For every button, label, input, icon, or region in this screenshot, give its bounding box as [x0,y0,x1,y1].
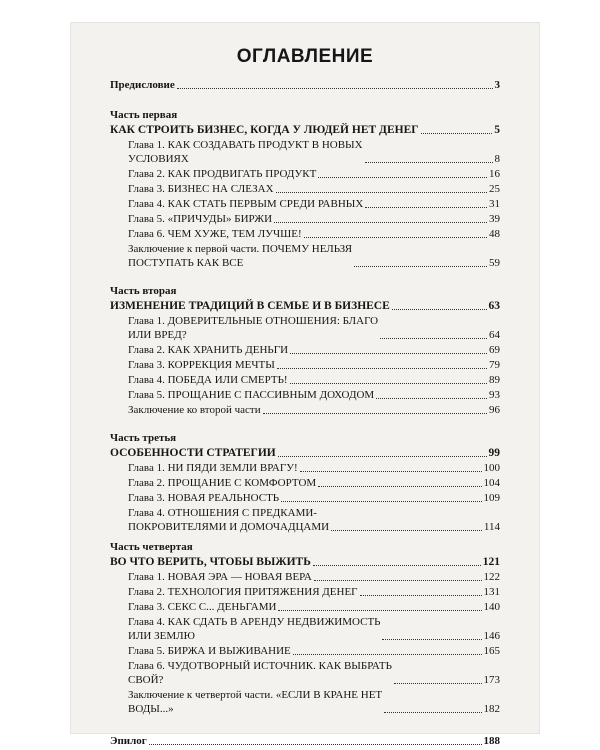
dot-leader [318,486,481,487]
page-number: 96 [489,404,500,416]
page-number: 121 [482,556,500,568]
entry-text: Глава 2. ТЕХНОЛОГИЯ ПРИТЯЖЕНИЯ ДЕНЕГ [128,586,358,598]
dot-leader [149,744,482,745]
page-number: 114 [483,521,500,533]
toc-parts [110,108,500,716]
page-number: 109 [483,492,500,504]
dot-leader [394,683,482,684]
dot-leader [382,639,481,640]
chapter-entry [110,659,500,687]
page-number: 140 [483,601,500,613]
page-number: 89 [489,374,500,386]
dot-leader [392,309,487,310]
entry-text: ОСОБЕННОСТИ СТРАТЕГИИ [110,447,276,459]
page-number: 63 [488,300,500,312]
chapter-entry [110,585,500,599]
page-number: 122 [483,571,500,583]
page-number: 104 [483,477,500,489]
page-number: 39 [489,213,500,225]
part-title-entry [110,299,500,313]
dot-leader [354,266,487,267]
entry-text: Глава 3. НОВАЯ РЕАЛЬНОСТЬ [128,492,280,504]
chapter-entry [110,343,500,357]
chapter-entry [110,600,500,614]
page-number: 100 [483,462,500,474]
entry-text: Глава 4. КАК СДАТЬ В АРЕНДУ НЕДВИЖИМОСТЬ ИЛИ ЗЕМЛЮ [128,616,381,642]
dot-leader [276,192,487,193]
entry-text: Глава 3. КОРРЕКЦИЯ МЕЧТЫ [128,359,275,371]
table-of-contents [110,46,500,748]
toc-part-3 [110,431,500,534]
entry-text: Глава 1. ДОВЕРИТЕЛЬНЫЕ ОТНОШЕНИЯ: БЛАГО ИЛИ ВРЕД? [128,315,379,341]
page-number: 146 [483,630,500,642]
page-number: 165 [483,645,500,657]
page-number: 3 [494,79,500,91]
page-number: 93 [489,389,500,401]
dot-leader [304,237,487,238]
part-label: Часть первая [110,109,178,121]
page-number: 5 [494,124,500,136]
entry-text: ВО ЧТО ВЕРИТЬ, ЧТОБЫ ВЫЖИТЬ [110,556,311,568]
dot-leader [331,530,482,531]
chapter-entry [110,242,500,270]
entry-text: ИЗМЕНЕНИЕ ТРАДИЦИЙ В СЕМЬЕ И В БИЗНЕСЕ [110,300,390,312]
toc-part-1 [110,108,500,270]
dot-leader [274,222,487,223]
dot-leader [314,580,482,581]
entry-text: Заключение к четвертой части. «ЕСЛИ В КРАНЕ НЕТ ВОДЫ...» [128,689,383,715]
page-number: 48 [489,228,500,240]
chapter-entry [110,644,500,658]
entry-text: Глава 4. ПОБЕДА ИЛИ СМЕРТЬ! [128,374,288,386]
entry-text: Глава 3. СЕКС С... ДЕНЬГАМИ [128,601,277,613]
book-page [70,22,540,747]
toc-entry-epilog [110,734,500,748]
part-title-entry [110,123,500,137]
chapter-entry [110,388,500,402]
chapter-entry [110,358,500,372]
page-number: 131 [483,586,500,598]
chapter-entry [110,212,500,226]
entry-text: Глава 4. ОТНОШЕНИЯ С ПРЕДКАМИ- ПОКРОВИТЕЛЯМИ И ДОМОЧАДЦАМИ [128,507,330,533]
chapter-entry [110,182,500,196]
part-label: Часть четвертая [110,541,193,553]
chapter-entry [110,314,500,342]
chapter-entry [110,476,500,490]
dot-leader [313,565,481,566]
page-number: 79 [489,359,500,371]
dot-leader [365,207,487,208]
page-number: 188 [483,735,500,747]
dot-leader [380,338,487,339]
page-number: 173 [483,674,500,686]
page-number: 99 [488,447,500,459]
toc-title: ОГЛАВЛЕНИЕ [236,46,374,67]
entry-text: Глава 4. КАК СТАТЬ ПЕРВЫМ СРЕДИ РАВНЫХ [128,198,364,210]
dot-leader [263,413,487,414]
entry-text: Глава 1. КАК СОЗДАВАТЬ ПРОДУКТ В НОВЫХ УСЛОВИЯХ [128,139,363,165]
entry-text: Глава 3. БИЗНЕС НА СЛЕЗАХ [128,183,274,195]
chapter-entry [110,373,500,387]
dot-leader [300,471,482,472]
chapter-entry [110,403,500,417]
chapter-entry [110,227,500,241]
page-number: 64 [489,329,500,341]
entry-text: Глава 2. ПРОЩАНИЕ С КОМФОРТОМ [128,477,317,489]
chapter-entry [110,688,500,716]
page-number: 69 [489,344,500,356]
dot-leader [421,133,493,134]
entry-text: Глава 5. «ПРИЧУДЫ» БИРЖИ [128,213,273,225]
dot-leader [278,610,481,611]
part-label: Часть вторая [110,285,177,297]
entry-text: Заключение к первой части. ПОЧЕМУ НЕЛЬЗЯ ПОСТУПАТЬ КАК ВСЕ [128,243,353,269]
dot-leader [290,383,487,384]
dot-leader [281,501,481,502]
part-title-entry [110,446,500,460]
part-title-entry [110,555,500,569]
page-number: 8 [494,153,500,165]
chapter-entry [110,167,500,181]
entry-text: Глава 2. КАК ПРОДВИГАТЬ ПРОДУКТ [128,168,317,180]
entry-text: Предисловие [110,79,175,91]
entry-text: Глава 5. ПРОЩАНИЕ С ПАССИВНЫМ ДОХОДОМ [128,389,375,401]
toc-entry-preface [110,78,500,92]
entry-text: Глава 6. ЧУДОТВОРНЫЙ ИСТОЧНИК. КАК ВЫБРАТЬ СВОЙ? [128,660,392,686]
entry-text: Эпилог [110,735,147,747]
dot-leader [177,88,493,89]
dot-leader [360,595,482,596]
entry-text: Глава 5. БИРЖА И ВЫЖИВАНИЕ [128,645,291,657]
page-number: 182 [483,703,500,715]
chapter-entry [110,615,500,643]
chapter-entry [110,461,500,475]
entry-text: КАК СТРОИТЬ БИЗНЕС, КОГДА У ЛЮДЕЙ НЕТ ДЕНЕГ [110,124,419,136]
page-number: 31 [489,198,500,210]
dot-leader [376,398,487,399]
entry-text: Глава 1. НОВАЯ ЭРА — НОВАЯ ВЕРА [128,571,312,583]
entry-text: Глава 2. КАК ХРАНИТЬ ДЕНЬГИ [128,344,289,356]
dot-leader [293,654,482,655]
chapter-entry [110,197,500,211]
toc-part-4 [110,540,500,716]
entry-text: Глава 6. ЧЕМ ХУЖЕ, ТЕМ ЛУЧШЕ! [128,228,302,240]
entry-text: Заключение ко второй части [128,404,261,416]
chapter-entry [110,491,500,505]
dot-leader [290,353,487,354]
chapter-entry [110,138,500,166]
dot-leader [278,456,487,457]
dot-leader [384,712,481,713]
chapter-entry [110,506,500,534]
page-number: 59 [489,257,500,269]
dot-leader [365,162,493,163]
dot-leader [277,368,487,369]
page-number: 25 [489,183,500,195]
dot-leader [318,177,487,178]
chapter-entry [110,570,500,584]
toc-part-2 [110,284,500,417]
part-label: Часть третья [110,432,177,444]
entry-text: Глава 1. НИ ПЯДИ ЗЕМЛИ ВРАГУ! [128,462,298,474]
page-number: 16 [489,168,500,180]
